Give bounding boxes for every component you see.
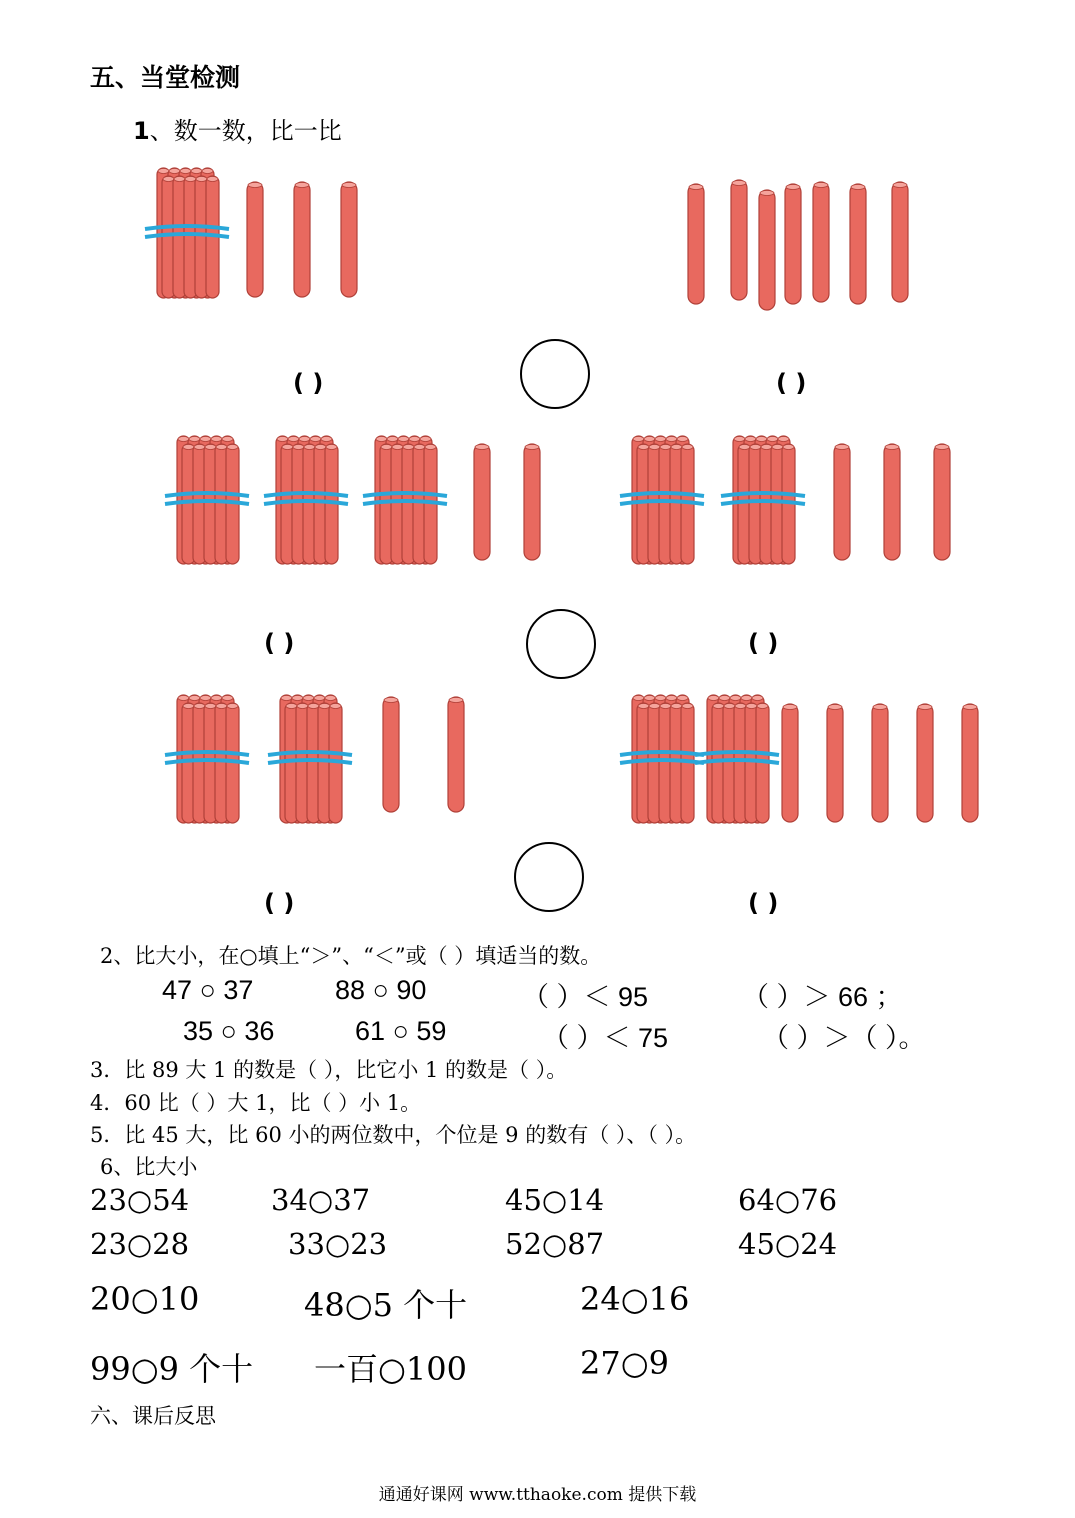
single-stick [850,184,866,304]
q2-row1-item4[interactable]: （ ）＞ 66 ； [742,982,903,1012]
q6-r3-c1[interactable]: 20○10 [90,1280,200,1318]
question-6-title: 6、比大小 [100,1155,198,1179]
q6-r2-c3[interactable]: 52○87 [505,1227,605,1261]
q6-r4-c3[interactable]: 27○9 [580,1344,669,1382]
answer-blank-1-right[interactable]: ( ) [776,369,807,397]
single-stick [827,704,843,822]
single-stick [785,184,801,304]
q2-row2-item2[interactable]: 61 ○ 59 [355,1016,447,1046]
q2-row2-item3[interactable]: （ ）＜ 75 [542,1023,669,1053]
q6-r1-c1[interactable]: 23○54 [90,1183,190,1217]
q6-r4-c2[interactable]: 一百○100 [314,1350,468,1388]
q6-r1-c4[interactable]: 64○76 [738,1183,838,1217]
single-stick [294,182,310,297]
stick-group-3 [165,436,540,564]
stick-group-5 [165,695,464,823]
stick-bundle [165,695,249,823]
question-2-intro: 2、比大小，在○填上“＞”、“＜”或（ ）填适当的数。 [100,944,602,968]
question-1-separator: 、 [149,117,174,145]
single-stick [934,444,950,560]
single-stick [731,180,747,300]
stick-group-4 [620,436,950,564]
answer-blank-3-right[interactable]: ( ) [748,889,779,917]
stick-group-6 [620,695,978,823]
single-stick [892,182,908,302]
single-stick [917,704,933,822]
compare-circle-3[interactable] [514,842,584,912]
stick-bundle [268,695,352,823]
single-stick [474,444,490,560]
stick-bundle [695,695,779,823]
section-6-title: 六、课后反思 [90,1404,216,1428]
answer-blank-3-left[interactable]: ( ) [264,889,295,917]
stick-bundle [145,168,229,298]
footer-credit: 通通好课网 www.tthaoke.com 提供下载 [378,1485,697,1505]
q6-r4-c1[interactable]: 99○9 个十 [90,1350,254,1388]
single-stick [884,444,900,560]
single-stick [688,184,704,304]
q2-row1-item3[interactable]: （ ）＜ 95 [522,982,649,1012]
stick-bundle [721,436,805,564]
single-stick [782,704,798,822]
single-stick [341,182,357,297]
single-stick [813,182,829,302]
q6-r2-c1[interactable]: 23○28 [90,1227,190,1261]
single-stick [383,697,399,812]
stick-group-2 [688,180,908,310]
q6-r1-c2[interactable]: 34○37 [271,1183,371,1217]
question-4: 4．60 比（ ）大 1，比（ ）小 1。 [90,1091,422,1115]
single-stick [448,697,464,812]
q6-r2-c4[interactable]: 45○24 [738,1227,838,1261]
single-stick [759,190,775,310]
stick-bundle [363,436,447,564]
q2-row2-item1[interactable]: 35 ○ 36 [183,1016,275,1046]
q2-row2-item4[interactable]: （ ）＞（ ）。 [762,1023,926,1053]
q2-row1-item1[interactable]: 47 ○ 37 [162,975,254,1005]
stick-bundle [620,436,704,564]
question-5: 5．比 45 大，比 60 小的两位数中，个位是 9 的数有（ ）、（ ）。 [90,1123,697,1147]
q6-r3-c2[interactable]: 48○5 个十 [304,1286,468,1324]
single-stick [962,704,978,822]
stick-bundle [620,695,704,823]
single-stick [247,182,263,297]
section-5-title: 五、当堂检测 [90,63,241,92]
single-stick [834,444,850,560]
q6-r2-c2[interactable]: 33○23 [288,1227,388,1261]
q2-row1-item2[interactable]: 88 ○ 90 [335,975,427,1005]
q6-r3-c3[interactable]: 24○16 [580,1280,690,1318]
stick-bundle [165,436,249,564]
answer-blank-1-left[interactable]: ( ) [293,369,324,397]
q6-r1-c3[interactable]: 45○14 [505,1183,605,1217]
question-1-title: 数一数，比一比 [173,117,342,145]
single-stick [524,444,540,560]
answer-blank-2-left[interactable]: ( ) [264,629,295,657]
stick-bundle [264,436,348,564]
stick-group-1 [145,168,357,298]
single-stick [872,704,888,822]
compare-circle-1[interactable] [520,339,590,409]
answer-blank-2-right[interactable]: ( ) [748,629,779,657]
compare-circle-2[interactable] [526,609,596,679]
question-3: 3．比 89 大 1 的数是（ ），比它小 1 的数是（ ）。 [90,1058,568,1082]
question-1-number: 1 [133,117,150,145]
